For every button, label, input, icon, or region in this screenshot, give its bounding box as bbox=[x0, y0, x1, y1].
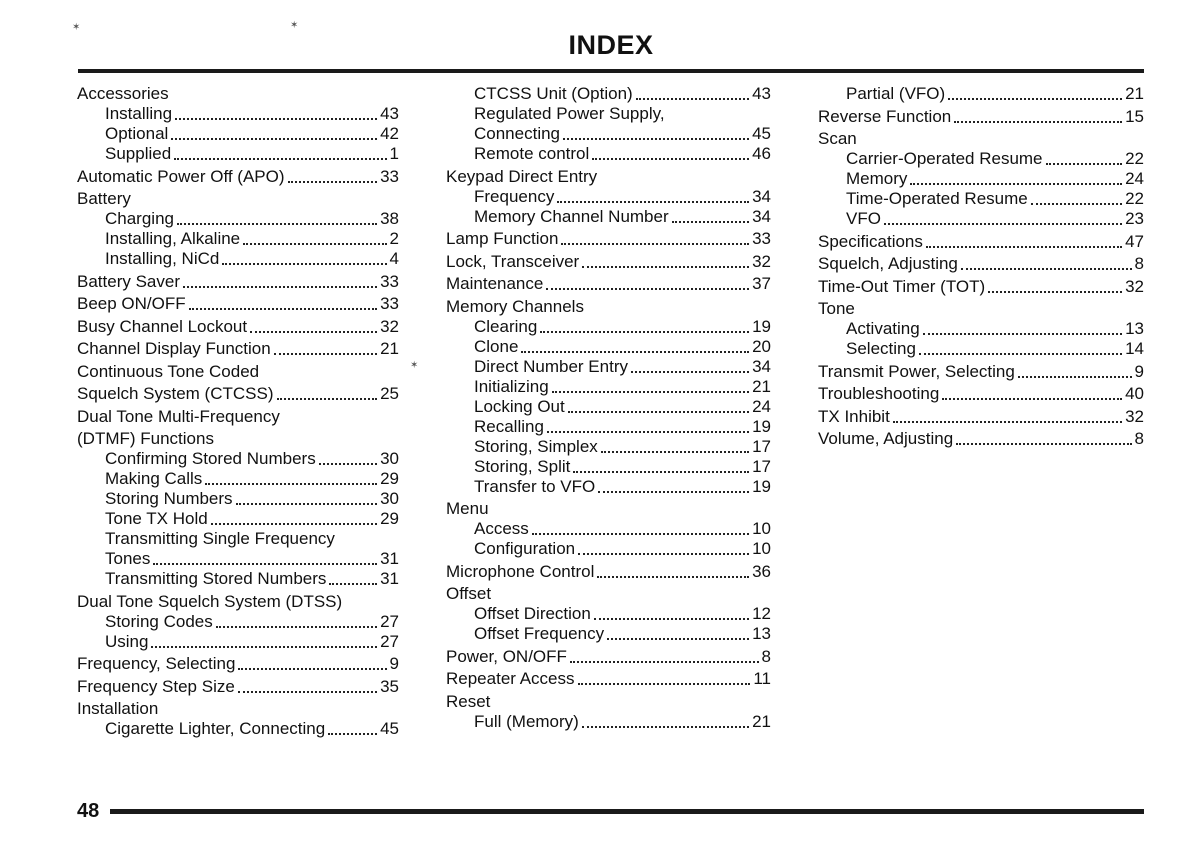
index-entry bbox=[446, 229, 771, 249]
entry-page-number: 32 bbox=[1125, 406, 1144, 426]
dot-leader bbox=[594, 617, 749, 620]
entry-label: Activating bbox=[846, 319, 920, 338]
entry-label: Microphone Control bbox=[446, 561, 595, 581]
entry-label: Direct Number Entry bbox=[474, 356, 628, 376]
dot-leader bbox=[288, 180, 378, 183]
entry-page-number: 15 bbox=[1125, 106, 1144, 126]
entry-page-number: 17 bbox=[752, 436, 771, 456]
index-entry bbox=[77, 272, 399, 292]
dot-leader bbox=[631, 370, 749, 373]
index-entry bbox=[77, 489, 399, 509]
dot-leader bbox=[636, 97, 749, 100]
entry-page-number: 8 bbox=[1134, 254, 1144, 273]
dot-leader bbox=[175, 117, 377, 120]
dot-leader bbox=[328, 732, 377, 735]
dot-leader bbox=[919, 352, 1122, 355]
index-entry bbox=[446, 712, 771, 732]
entry-label: Initializing bbox=[474, 376, 549, 396]
dot-leader bbox=[582, 265, 749, 268]
scan-speck: ✶ bbox=[72, 22, 81, 33]
entry-page-number: 29 bbox=[380, 509, 399, 528]
entry-label: Channel Display Function bbox=[77, 339, 271, 358]
index-entry bbox=[446, 437, 771, 457]
entry-page-number: 21 bbox=[380, 339, 399, 358]
entry-label: Squelch System (CTCSS) bbox=[77, 384, 274, 403]
dot-leader bbox=[956, 442, 1131, 445]
dot-leader bbox=[961, 267, 1132, 270]
index-heading bbox=[446, 499, 771, 519]
entry-page-number: 24 bbox=[1125, 169, 1144, 188]
entry-label: Storing, Split bbox=[474, 456, 571, 476]
entry-label: Offset Frequency bbox=[474, 624, 605, 643]
entry-page-number: 33 bbox=[380, 166, 399, 186]
dot-leader bbox=[926, 245, 1122, 248]
entry-page-number: 42 bbox=[380, 124, 399, 143]
index-entry bbox=[77, 632, 399, 652]
entry-page-number: 33 bbox=[380, 271, 399, 291]
index-entry bbox=[818, 254, 1144, 274]
index-heading bbox=[77, 407, 399, 427]
entry-page-number: 43 bbox=[380, 104, 399, 123]
index-entry bbox=[77, 612, 399, 632]
index-entry bbox=[446, 417, 771, 437]
index-entry bbox=[446, 187, 771, 207]
index-heading bbox=[77, 84, 399, 104]
index-entry bbox=[77, 167, 399, 187]
entry-label: Installing, NiCd bbox=[105, 249, 220, 268]
entry-label: Frequency, Selecting bbox=[77, 654, 236, 673]
entry-label: Partial (VFO) bbox=[846, 84, 946, 103]
scan-speck: ✶ bbox=[290, 20, 299, 31]
index-heading bbox=[77, 592, 399, 612]
entry-page-number: 45 bbox=[380, 719, 399, 738]
index-entry bbox=[77, 104, 399, 124]
entry-page-number: 38 bbox=[380, 209, 399, 228]
entry-page-number: 8 bbox=[1134, 429, 1144, 448]
index-entry bbox=[818, 362, 1144, 382]
entry-label: Reset bbox=[446, 691, 491, 711]
entry-label: VFO bbox=[846, 209, 881, 228]
dot-leader bbox=[598, 490, 749, 493]
index-entry bbox=[818, 429, 1144, 449]
index-entry bbox=[77, 124, 399, 144]
entry-label: Offset bbox=[446, 584, 492, 603]
entry-page-number: 27 bbox=[380, 631, 399, 651]
dot-leader bbox=[546, 287, 749, 290]
index-entry bbox=[818, 107, 1144, 127]
entry-label: Squelch, Adjusting bbox=[818, 254, 958, 273]
entry-label: Memory bbox=[846, 169, 908, 188]
dot-leader bbox=[222, 262, 386, 265]
entry-label: Automatic Power Off (APO) bbox=[77, 166, 285, 186]
entry-page-number: 13 bbox=[1125, 319, 1144, 338]
dot-leader bbox=[923, 332, 1122, 335]
entry-label: CTCSS Unit (Option) bbox=[474, 84, 633, 103]
index-entry bbox=[77, 384, 399, 404]
entry-label: Selecting bbox=[846, 339, 916, 358]
entry-page-number: 19 bbox=[752, 476, 771, 496]
entry-page-number: 2 bbox=[389, 229, 399, 248]
entry-label: Remote control bbox=[474, 144, 590, 163]
dot-leader bbox=[954, 120, 1122, 123]
entry-page-number: 43 bbox=[752, 84, 771, 103]
index-entry bbox=[818, 407, 1144, 427]
entry-label: Connecting bbox=[474, 124, 561, 143]
entry-page-number: 34 bbox=[752, 356, 771, 376]
index-heading bbox=[446, 584, 771, 604]
entry-page-number: 21 bbox=[1125, 84, 1144, 103]
dot-leader bbox=[153, 562, 377, 565]
index-entry bbox=[446, 84, 771, 104]
entry-page-number: 32 bbox=[1125, 276, 1144, 296]
dot-leader bbox=[540, 330, 749, 333]
entry-label: Storing Numbers bbox=[105, 489, 233, 508]
index-entry bbox=[446, 317, 771, 337]
dot-leader bbox=[884, 222, 1122, 225]
entry-label: Tone TX Hold bbox=[105, 509, 208, 528]
dot-leader bbox=[319, 462, 377, 465]
entry-page-number: 46 bbox=[752, 144, 771, 163]
dot-leader bbox=[1046, 162, 1123, 165]
entry-label: Clearing bbox=[474, 316, 538, 336]
entry-label: Transmitting Single Frequency bbox=[105, 529, 335, 548]
entry-page-number: 34 bbox=[752, 186, 771, 206]
dot-leader bbox=[243, 242, 386, 245]
entry-label: Confirming Stored Numbers bbox=[105, 449, 316, 468]
entry-page-number: 29 bbox=[380, 469, 399, 488]
entry-page-number: 35 bbox=[380, 676, 399, 696]
entry-page-number: 45 bbox=[752, 124, 771, 143]
index-entry bbox=[446, 647, 771, 667]
entry-label: (DTMF) Functions bbox=[77, 429, 214, 448]
index-entry bbox=[446, 357, 771, 377]
entry-label: Cigarette Lighter, Connecting bbox=[105, 719, 326, 738]
dot-leader bbox=[205, 482, 377, 485]
index-entry bbox=[77, 677, 399, 697]
dot-leader bbox=[277, 397, 378, 400]
index-entry bbox=[77, 654, 399, 674]
entry-page-number: 17 bbox=[752, 456, 771, 476]
entry-label: Offset Direction bbox=[474, 604, 591, 623]
entry-label: Battery Saver bbox=[77, 271, 180, 291]
entry-label: Lamp Function bbox=[446, 229, 559, 248]
entry-page-number: 27 bbox=[380, 611, 399, 631]
dot-leader bbox=[942, 397, 1122, 400]
index-heading bbox=[446, 297, 771, 317]
entry-label: Using bbox=[105, 631, 149, 651]
entry-label: Volume, Adjusting bbox=[818, 429, 954, 448]
index-column-2 bbox=[446, 84, 771, 732]
dot-leader bbox=[557, 200, 749, 203]
entry-page-number: 33 bbox=[380, 294, 399, 313]
dot-leader bbox=[238, 667, 386, 670]
dot-leader bbox=[597, 575, 749, 578]
dot-leader bbox=[948, 97, 1122, 100]
entry-label: Configuration bbox=[474, 539, 576, 558]
entry-label: Memory Channels bbox=[446, 296, 584, 316]
index-entry bbox=[446, 124, 771, 144]
entry-page-number: 37 bbox=[752, 274, 771, 293]
dot-leader bbox=[1031, 202, 1122, 205]
dot-leader bbox=[552, 390, 749, 393]
dot-leader bbox=[988, 290, 1122, 293]
dot-leader bbox=[183, 285, 377, 288]
dot-leader bbox=[521, 350, 749, 353]
index-column-3 bbox=[818, 84, 1144, 449]
index-entry bbox=[446, 397, 771, 417]
entry-label: Battery bbox=[77, 189, 131, 208]
entry-label: Lock, Transceiver bbox=[446, 251, 580, 271]
entry-page-number: 21 bbox=[752, 376, 771, 396]
index-entry bbox=[818, 384, 1144, 404]
entry-label: Clone bbox=[474, 336, 519, 356]
scan-speck: ✶ bbox=[410, 360, 419, 371]
entry-page-number: 36 bbox=[752, 561, 771, 581]
entry-label: Installation bbox=[77, 699, 159, 718]
index-entry bbox=[77, 449, 399, 469]
entry-page-number: 32 bbox=[752, 251, 771, 271]
entry-label: Storing, Simplex bbox=[474, 436, 598, 456]
dot-leader bbox=[216, 625, 377, 628]
index-entry bbox=[446, 669, 771, 689]
entry-page-number: 21 bbox=[752, 711, 771, 731]
entry-page-number: 20 bbox=[752, 336, 771, 356]
dot-leader bbox=[601, 450, 749, 453]
entry-page-number: 22 bbox=[1125, 189, 1144, 208]
index-heading bbox=[77, 362, 399, 382]
entry-label: Full (Memory) bbox=[474, 711, 579, 731]
entry-label: Access bbox=[474, 519, 529, 538]
dot-leader bbox=[561, 242, 749, 245]
index-entry bbox=[818, 84, 1144, 104]
entry-label: Busy Channel Lockout bbox=[77, 316, 248, 336]
entry-page-number: 13 bbox=[752, 624, 771, 643]
entry-page-number: 40 bbox=[1125, 384, 1144, 403]
index-entry bbox=[818, 209, 1144, 229]
index-entry bbox=[818, 149, 1144, 169]
entry-label: Charging bbox=[105, 209, 174, 228]
dot-leader bbox=[174, 157, 386, 160]
index-heading bbox=[77, 429, 399, 449]
index-entry bbox=[77, 339, 399, 359]
index-entry bbox=[77, 209, 399, 229]
entry-label: Recalling bbox=[474, 416, 544, 436]
index-entry bbox=[818, 232, 1144, 252]
dot-leader bbox=[211, 522, 377, 525]
entry-label: Storing Codes bbox=[105, 611, 213, 631]
dot-leader bbox=[910, 182, 1122, 185]
page-title: INDEX bbox=[568, 30, 654, 60]
dot-leader bbox=[607, 637, 749, 640]
index-entry bbox=[818, 339, 1144, 359]
entry-label: Carrier-Operated Resume bbox=[846, 149, 1043, 168]
footer-rule bbox=[110, 809, 1144, 814]
index-entry bbox=[818, 169, 1144, 189]
entry-page-number: 22 bbox=[1125, 149, 1144, 168]
entry-page-number: 30 bbox=[380, 449, 399, 468]
index-entry bbox=[446, 539, 771, 559]
entry-page-number: 9 bbox=[1134, 361, 1144, 381]
entry-label: Transfer to VFO bbox=[474, 476, 596, 496]
entry-page-number: 11 bbox=[753, 669, 771, 688]
entry-label: Dual Tone Multi-Frequency bbox=[77, 406, 280, 426]
index-entry bbox=[818, 189, 1144, 209]
entry-label: Memory Channel Number bbox=[474, 206, 669, 226]
index-entry bbox=[77, 569, 399, 589]
entry-page-number: 47 bbox=[1125, 231, 1144, 251]
entry-page-number: 25 bbox=[380, 384, 399, 403]
index-entry bbox=[446, 457, 771, 477]
dot-leader bbox=[568, 410, 749, 413]
index-entry bbox=[77, 144, 399, 164]
entry-page-number: 4 bbox=[389, 249, 399, 268]
entry-page-number: 34 bbox=[752, 206, 771, 226]
entry-label: Transmitting Stored Numbers bbox=[105, 569, 327, 588]
dot-leader bbox=[573, 470, 749, 473]
entry-label: Locking Out bbox=[474, 396, 565, 416]
entry-label: Reverse Function bbox=[818, 106, 952, 126]
index-heading bbox=[77, 699, 399, 719]
entry-label: Menu bbox=[446, 499, 489, 518]
dot-leader bbox=[563, 137, 749, 140]
entry-page-number: 33 bbox=[752, 229, 771, 248]
dot-leader bbox=[1018, 375, 1132, 378]
index-entry bbox=[446, 377, 771, 397]
entry-label: Accessories bbox=[77, 84, 169, 103]
dot-leader bbox=[570, 660, 759, 663]
index-entry bbox=[77, 719, 399, 739]
entry-label: Installing, Alkaline bbox=[105, 229, 241, 248]
index-entry bbox=[446, 252, 771, 272]
entry-label: Frequency bbox=[474, 186, 555, 206]
entry-label: Regulated Power Supply, bbox=[474, 104, 665, 123]
index-heading bbox=[446, 104, 771, 124]
index-entry bbox=[77, 249, 399, 269]
index-column-1 bbox=[77, 84, 399, 739]
entry-page-number: 10 bbox=[752, 519, 771, 538]
entry-page-number: 19 bbox=[752, 316, 771, 336]
index-entry bbox=[446, 337, 771, 357]
entry-label: Repeater Access bbox=[446, 669, 575, 688]
entry-page-number: 31 bbox=[380, 549, 399, 568]
index-heading bbox=[818, 299, 1144, 319]
entry-label: Dual Tone Squelch System (DTSS) bbox=[77, 591, 343, 611]
entry-label: Time-Out Timer (TOT) bbox=[818, 276, 986, 296]
entry-page-number: 23 bbox=[1125, 209, 1144, 228]
index-entry bbox=[446, 562, 771, 582]
entry-label: Tones bbox=[105, 549, 151, 568]
entry-label: Tone bbox=[818, 299, 855, 318]
entry-label: Supplied bbox=[105, 144, 172, 163]
dot-leader bbox=[177, 222, 377, 225]
dot-leader bbox=[274, 352, 377, 355]
header-rule bbox=[78, 69, 1144, 73]
entry-page-number: 24 bbox=[752, 396, 771, 416]
entry-label: Time-Operated Resume bbox=[846, 189, 1028, 208]
index-heading bbox=[77, 529, 399, 549]
dot-leader bbox=[238, 690, 377, 693]
dot-leader bbox=[250, 330, 377, 333]
index-entry bbox=[77, 549, 399, 569]
entry-label: TX Inhibit bbox=[818, 406, 890, 426]
entry-page-number: 30 bbox=[380, 489, 399, 508]
index-heading bbox=[818, 129, 1144, 149]
dot-leader bbox=[578, 552, 749, 555]
entry-label: Specifications bbox=[818, 231, 923, 251]
index-heading bbox=[77, 189, 399, 209]
entry-page-number: 32 bbox=[380, 316, 399, 336]
dot-leader bbox=[171, 137, 377, 140]
index-entry bbox=[77, 229, 399, 249]
index-entry bbox=[77, 509, 399, 529]
entry-page-number: 10 bbox=[752, 539, 771, 558]
dot-leader bbox=[672, 220, 749, 223]
dot-leader bbox=[329, 582, 377, 585]
dot-leader bbox=[151, 645, 377, 648]
index-entry bbox=[446, 144, 771, 164]
entry-label: Transmit Power, Selecting bbox=[818, 361, 1015, 381]
index-heading bbox=[446, 167, 771, 187]
index-heading bbox=[446, 692, 771, 712]
entry-label: Optional bbox=[105, 124, 169, 143]
index-entry bbox=[818, 277, 1144, 297]
dot-leader bbox=[578, 682, 751, 685]
entry-page-number: 8 bbox=[761, 646, 771, 666]
index-entry bbox=[446, 274, 771, 294]
dot-leader bbox=[547, 430, 749, 433]
dot-leader bbox=[893, 420, 1122, 423]
dot-leader bbox=[189, 307, 377, 310]
index-entry bbox=[446, 207, 771, 227]
dot-leader bbox=[236, 502, 378, 505]
index-entry bbox=[446, 604, 771, 624]
page-number: 48 bbox=[77, 800, 100, 822]
index-entry bbox=[77, 294, 399, 314]
dot-leader bbox=[592, 157, 749, 160]
index-entry bbox=[446, 624, 771, 644]
entry-label: Frequency Step Size bbox=[77, 676, 235, 696]
entry-label: Continuous Tone Coded bbox=[77, 361, 260, 381]
entry-label: Installing bbox=[105, 104, 173, 123]
index-entry bbox=[818, 319, 1144, 339]
entry-label: Troubleshooting bbox=[818, 384, 940, 403]
index-entry bbox=[446, 519, 771, 539]
entry-page-number: 1 bbox=[389, 144, 399, 163]
entry-label: Beep ON/OFF bbox=[77, 294, 186, 313]
entry-page-number: 31 bbox=[380, 569, 399, 588]
entry-label: Power, ON/OFF bbox=[446, 646, 567, 666]
entry-label: Scan bbox=[818, 129, 857, 148]
entry-page-number: 14 bbox=[1125, 339, 1144, 358]
index-entry bbox=[77, 317, 399, 337]
dot-leader bbox=[582, 725, 749, 728]
entry-label: Making Calls bbox=[105, 469, 203, 488]
entry-label: Maintenance bbox=[446, 274, 544, 293]
entry-page-number: 9 bbox=[389, 654, 399, 673]
dot-leader bbox=[532, 532, 749, 535]
index-entry bbox=[446, 477, 771, 497]
entry-label: Keypad Direct Entry bbox=[446, 166, 598, 186]
entry-page-number: 19 bbox=[752, 416, 771, 436]
index-entry bbox=[77, 469, 399, 489]
entry-page-number: 12 bbox=[752, 604, 771, 623]
